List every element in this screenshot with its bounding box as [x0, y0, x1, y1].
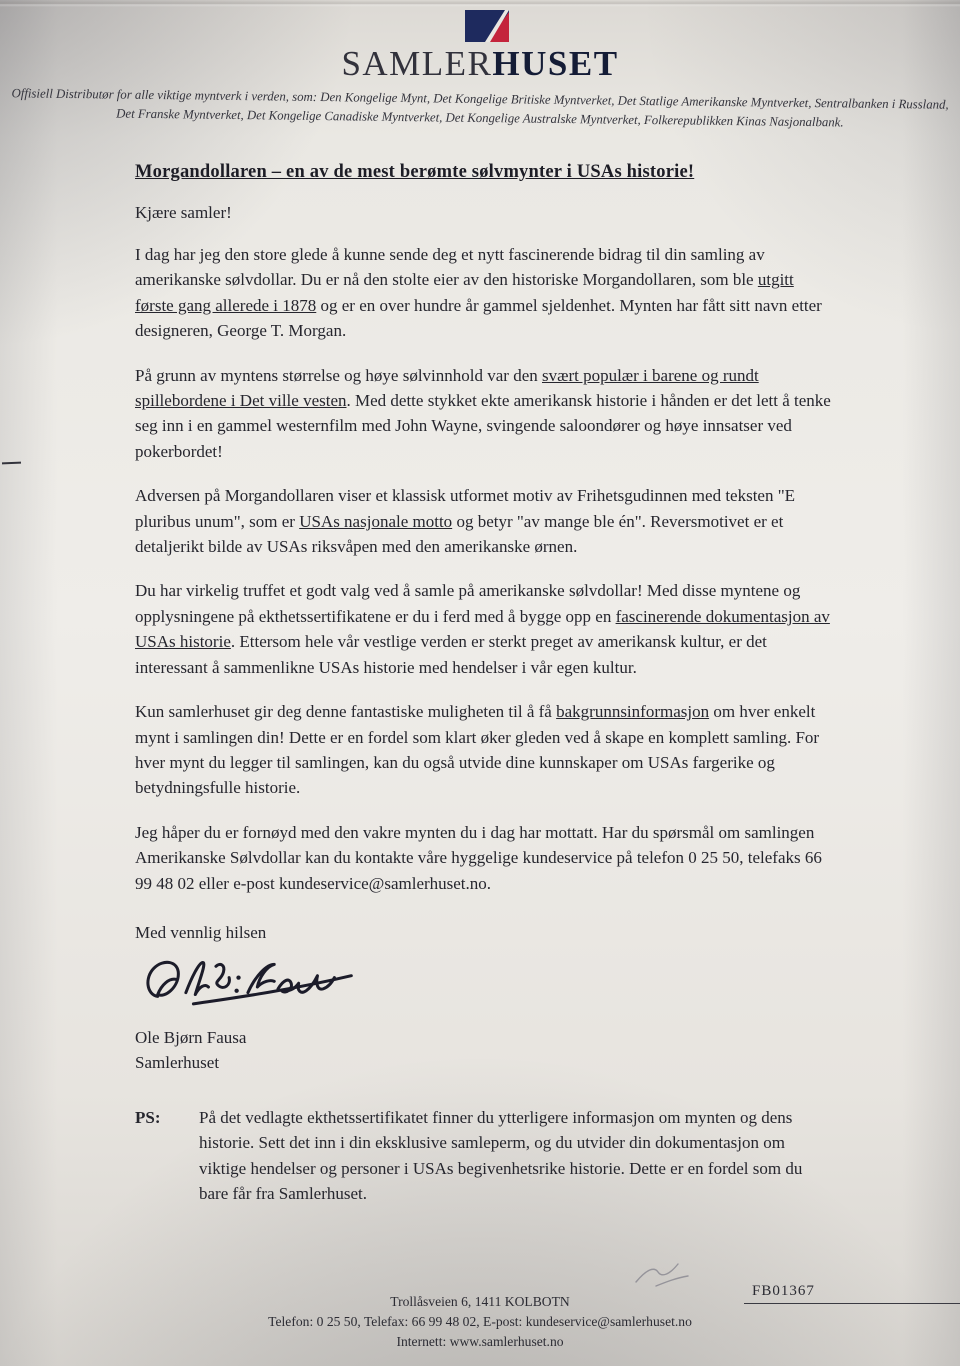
- paragraph-5: Kun samlerhuset gir deg denne fantastiske muligheten til å få bakgrunnsinformasjon om hver enkelt mynt i samlingen din! Dette er en fordel som klart øker gleden ved å skape en komplett samling. For hver mynt du legger til samlingen, kan du også utvide dine kunnskaper om USAs fargerike og betydningsfulle historie.: [135, 702, 820, 798]
- brand-wordmark: [0, 44, 960, 84]
- letterhead-tagline: [0, 84, 960, 134]
- footer-contact: Telefon: 0 25 50, Telefax: 66 99 48 02, E-post: kundeservice@samlerhuset.no: [268, 1314, 692, 1329]
- signer-name: Ole Bjørn Fausa: [135, 1027, 247, 1047]
- form-code-text: FB01367: [752, 1283, 815, 1299]
- postscript-label: PS:: [135, 1107, 161, 1127]
- closing-salutation: Med vennlig hilsen: [135, 922, 267, 942]
- letter-body: [0, 162, 960, 1207]
- samlerhuset-logo-icon: [0, 10, 960, 44]
- handwritten-signature: [137, 949, 832, 1025]
- brand-wordmark-huset: HUSET: [492, 44, 619, 83]
- paragraph-1: I dag har jeg den store glede å kunne sende deg et nytt fascinerende bidrag til din samling av amerikanske sølvdollar. Du er nå den stolte eier av den historiske Morgandollaren, som ble utgitt første gang allerede i 1878 og er en over hundre år gammel sjeldenhet. Mynten har fått sitt navn etter designeren, George T. Morgan.: [135, 245, 822, 341]
- salutation: Kjære samler!: [135, 203, 232, 222]
- footer-internet: Internett: www.samlerhuset.no: [396, 1334, 564, 1349]
- letterhead: [0, 0, 960, 128]
- paragraph-6: Jeg håper du er fornøyd med den vakre mynten du i dag har mottatt. Har du spørsmål om samlingen Amerikanske Sølvdollar kan du kontakte våre hyggelige kundeservice på telefon 0 25 50, telefaks 66 99 48 02 eller e-post kundeservice@samlerhuset.no.: [135, 822, 822, 893]
- tagline-line-1: Offisiell Distributør for alle viktige myntverk i verden, som: Den Kongelige Mynt, Det Kongelige Britiske Myntverket, Det Statlige Amerikanske Myntverket, Sentralbanken i Russland,: [11, 86, 949, 112]
- letter-title: Morgandollaren – en av de mest berømte sølvmynter i USAs historie!: [135, 162, 695, 182]
- paragraph-3: Adversen på Morgandollaren viser et klassisk utformet motiv av Frihetsgudinnen med teksten "E pluribus unum", som er USAs nasjonale motto og betyr "av mange ble én". Reversmotivet er et detaljerikt bilde av USAs riksvåpen med den amerikanske ørnen.: [135, 486, 796, 557]
- footer: [0, 1292, 960, 1352]
- signer-organization: Samlerhuset: [135, 1052, 220, 1072]
- paragraph-2: På grunn av myntens størrelse og høye sølvinnhold var den svært populær i barene og rundt spillebordene i Det ville vesten. Med dette stykket ekte amerikansk historie i hånden er det lett å tenke seg inn i en gammel westernfilm med John Wayne, svingende saloondører og høye innsatser ved pokerbordet!: [135, 365, 831, 461]
- postscript: [135, 1105, 832, 1207]
- footer-address: Trollåsveien 6, 1411 KOLBOTN: [390, 1294, 570, 1309]
- faint-pen-scribble: [628, 1252, 698, 1292]
- paragraph-4: Du har virkelig truffet et godt valg ved å samle på amerikanske sølvdollar! Med disse myntene og opplysningene på ekthetssertifikatene er du i ferd med å bygge opp en fascinerende dokumentasjon av USAs historie. Ettersom hele vår vestlige verden er sterkt preget av amerikansk kultur, er det interessant å sammenlikne USAs historie med hendelser i vår egen kultur.: [135, 581, 830, 677]
- brand-wordmark-samler: SAMLER: [341, 44, 493, 83]
- postscript-text: På det vedlagte ekthetssertifikatet finner du ytterligere informasjon om mynten og dens historie. Sett det inn i din eksklusive samleperm, og du utvider din dokumentasjon om viktige hendelser og personer i USAs begivenhetsrike historie. Dette er en fordel som du bare får fra Samlerhuset.: [199, 1107, 803, 1204]
- tagline-line-2: Det Franske Myntverket, Det Kongelige Canadiske Myntverket, Det Kongelige Australske Myntverket, Folkerepublikken Kinas Nasjonalbank.: [116, 106, 844, 130]
